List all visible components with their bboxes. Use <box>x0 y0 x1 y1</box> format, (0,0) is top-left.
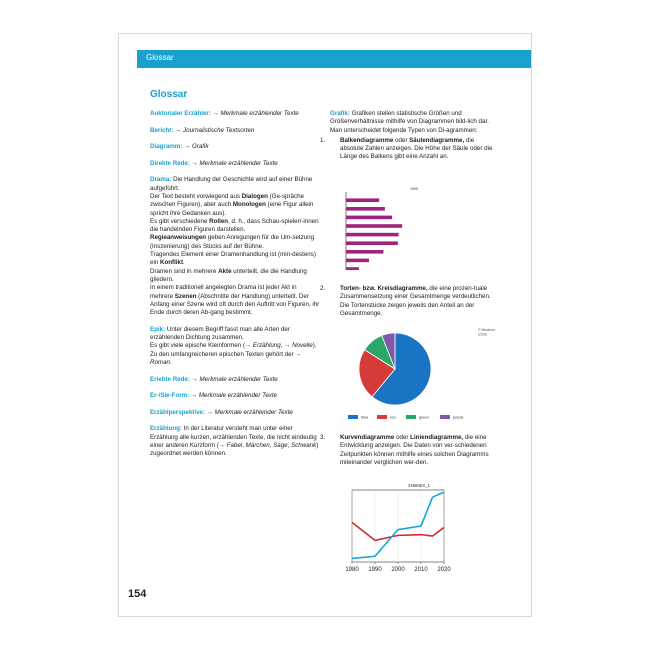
keyword: Monologen <box>232 201 266 209</box>
bar <box>346 198 379 202</box>
cross-reference: → Journalistische Textsorten <box>175 126 255 134</box>
text: ). <box>312 342 317 350</box>
term: Direkte Rede: <box>150 159 190 167</box>
cross-reference: Fabel <box>226 441 243 449</box>
bar <box>346 216 392 220</box>
text: oder <box>393 136 410 144</box>
term: Erzählperspektive: <box>150 408 206 416</box>
pie-legend-swatch <box>377 415 387 419</box>
pie-legend-swatch <box>406 415 416 419</box>
cross-reference: Erzählung <box>252 342 281 350</box>
text: (eine Figur allein spricht ihre Gedanken aus). <box>150 201 314 217</box>
text: In der Literatur versteht man unter einer Erzählung alle kurzen, erzählenden Texte, die nicht eindeutig einer anderen Kurzform (→ <box>150 425 317 449</box>
keyword: Rollen <box>209 217 229 225</box>
keyword: Szenen <box>174 292 197 300</box>
right-column-3 <box>320 434 498 467</box>
term: Drama: <box>150 176 172 184</box>
term: Bericht: <box>150 126 174 134</box>
keyword: Liniendiagramme, <box>410 434 464 441</box>
bar <box>346 259 369 263</box>
bar-chart-title: 1995 <box>410 187 418 191</box>
text: Zu den umfangreicheren epischen Texten gehört der → <box>150 350 302 358</box>
text: Unter diesem Begriff fasst man alle Arten der erzählenden Dichtung zusammen. <box>150 325 290 342</box>
pie-annotation: © Whatever <box>478 328 495 332</box>
keyword: Konflikt <box>159 259 184 267</box>
term: Epik: <box>150 325 166 333</box>
keyword: Dialogen <box>241 192 268 200</box>
line-chart-x-tick-label: 1980 <box>345 567 359 572</box>
list-item-pie-chart <box>320 285 498 318</box>
keyword: Akte <box>218 267 232 275</box>
pie-legend-swatch <box>440 415 450 419</box>
right-column-2 <box>320 285 498 318</box>
term: Grafik: <box>330 110 350 117</box>
pie-legend-swatch <box>348 415 358 419</box>
text: . <box>169 358 172 366</box>
right-column <box>320 110 498 162</box>
keyword: Torten- bzw. Kreisdiagramme, <box>340 285 428 292</box>
text: Es gibt viele epische Kleinformen (→ <box>150 342 253 350</box>
cross-reference: Roman <box>150 358 170 366</box>
text: ) zugeordnet werden können. <box>150 441 319 458</box>
cross-reference: → Grafik <box>184 143 209 151</box>
left-column <box>150 110 320 467</box>
text: , <box>269 441 274 449</box>
text: Es gibt verschiedene <box>150 217 210 225</box>
page-title: Glossar <box>150 89 188 100</box>
cross-reference: → Merkmale erzählender Texte <box>191 375 278 383</box>
text: unterteilt, die die Handlung gliedern. <box>150 267 307 283</box>
text: , <box>242 441 246 449</box>
entry-direkte-rede <box>150 160 320 168</box>
cross-reference: Schwank <box>291 441 317 449</box>
text: die eine Entwicklung anzeigen. Die Daten von ver-schiedenen Zeitpunkten können mithilfe eines solchen Diagramms miteinander verglichen wer-den. <box>340 434 489 466</box>
item-number: 2. <box>320 285 326 292</box>
cross-reference: → Merkmale erzählender Texte <box>191 159 278 167</box>
keyword: Regieanweisungen <box>150 234 207 242</box>
list-item-bar-chart <box>320 136 498 162</box>
entry-erlebte-rede <box>150 376 320 384</box>
bar <box>346 267 359 270</box>
keyword: Balkendiagramme <box>340 136 394 144</box>
pie-legend-label: red <box>390 415 396 420</box>
term: Auktorialer Erzähler: <box>150 110 211 117</box>
entry-drama <box>150 176 320 317</box>
text: , → <box>280 342 293 350</box>
text: oder <box>394 434 411 441</box>
text: geben Anregungen für die Um-setzung (Inszenierung) des Stücks auf der Bühne. <box>150 234 315 250</box>
bar <box>346 224 402 228</box>
text: Der Text besteht vorwiegend aus <box>150 192 242 200</box>
line-chart-x-tick-label: 2020 <box>437 567 451 572</box>
pie-chart <box>330 326 500 424</box>
entry-epik <box>150 326 320 367</box>
term: Erzählung: <box>150 425 182 433</box>
line-chart-annotation: 34966EX_1 <box>408 483 430 488</box>
text: Grafiken stellen statistische Größen und Größenverhältnisse mithilfe von Diagrammen bild-lich dar. Man unterscheidet folgende Typen von Di-agrammen: <box>330 110 489 134</box>
text: Die Handlung der Geschichte wird auf einer Bühne aufgeführt. <box>150 176 313 192</box>
text: Dramen sind in mehrere <box>150 267 219 275</box>
entry-diagramm <box>150 143 320 151</box>
bar <box>346 207 385 211</box>
text: die absolute Zahlen anzeigen. Die Höhe der Säule oder die Länge des Balkens gibt eine Anzahl an. <box>340 136 493 161</box>
pie-legend-label: purple <box>453 415 464 420</box>
text: Tragendes Element einer Dramenhandlung ist (min-destens) ein <box>150 251 316 267</box>
keyword: Säulendiagramme, <box>409 136 465 144</box>
cross-reference: Märchen <box>245 441 270 449</box>
entry-erzaehlung <box>150 425 320 458</box>
text: , d. h., dass Schau-spieler/-innen die handelnden Figuren darstellen. <box>150 217 319 234</box>
list-item-line-chart <box>320 434 498 467</box>
pie-legend-label: green <box>419 415 429 420</box>
entry-auktorialer <box>150 110 320 118</box>
keyword: Kurvendiagramme <box>340 434 395 441</box>
cross-reference: → Merkmale erzählender Texte <box>206 408 293 416</box>
bar <box>346 233 399 237</box>
cross-reference: Novelle <box>292 342 313 350</box>
pie-legend-label: blue <box>361 415 369 420</box>
page-number: 154 <box>128 588 147 600</box>
text: . <box>183 259 185 267</box>
cross-reference: → Merkmale erzählender Texte <box>212 110 299 117</box>
term: Erlebte Rede: <box>150 375 190 383</box>
text: , <box>287 441 292 449</box>
line-chart <box>340 480 455 572</box>
entry-erzaehlperspektive <box>150 409 320 417</box>
cross-reference: → Merkmale erzählender Texte <box>190 392 278 400</box>
cross-reference: Sage <box>273 441 288 449</box>
pie-annotation: (2016) <box>478 332 488 337</box>
entry-grafik <box>330 110 498 135</box>
item-number: 3. <box>320 434 326 441</box>
section-header-bar <box>137 50 531 68</box>
bar-chart <box>330 182 500 270</box>
line-chart-x-tick-label: 2010 <box>414 567 428 572</box>
term: Diagramm: <box>150 143 183 151</box>
text: In einem traditionell angelegten Drama ist jeder Akt in mehrere <box>150 284 297 300</box>
line-chart-x-tick-label: 2000 <box>391 567 405 572</box>
text: (Abschnitte der Handlung) unterteilt. Der Anfang einer Szene wird oft durch den Auftritt von Figuren, ihr Ende durch deren Ab-gang bestimmt. <box>150 292 320 317</box>
text: (Ge-spräche zwischen Figuren), aber auch <box>150 192 304 209</box>
section-header-label: Glossar <box>146 53 174 62</box>
term: Er-/Sie-Form: <box>150 392 190 400</box>
entry-er-sie-form <box>150 392 320 400</box>
bar <box>346 250 383 254</box>
item-number: 1. <box>320 136 326 144</box>
text: die eine prozen-tuale Zusammensetzung einer Gesamtmenge verdeutlichen. Die Tortenstücke zeigen jeweils den Anteil an der Gesamtmenge. <box>340 285 491 317</box>
entry-bericht <box>150 127 320 135</box>
line-chart-x-tick-label: 1990 <box>368 567 382 572</box>
bar <box>346 241 398 245</box>
